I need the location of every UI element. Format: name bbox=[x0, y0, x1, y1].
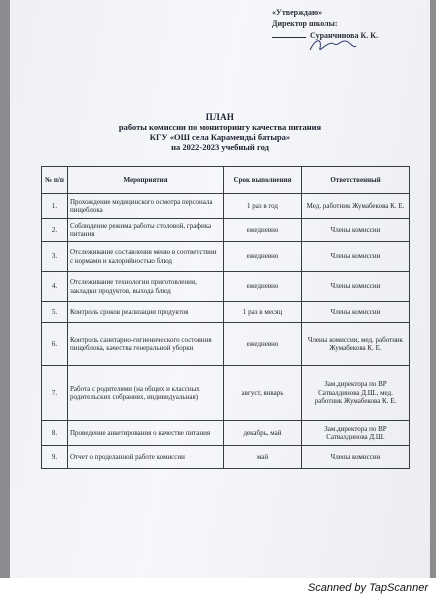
school-year: на 2022-2023 учебный год bbox=[171, 142, 269, 152]
table-row bbox=[42, 302, 410, 323]
row-num: 7. bbox=[42, 366, 68, 421]
header-num: № п/п bbox=[42, 167, 68, 194]
signature-blank bbox=[272, 29, 306, 38]
school-name: КГУ «ОШ села Карамендьі батыра» bbox=[149, 132, 291, 142]
row-responsible: Члены комиссии bbox=[302, 272, 410, 302]
row-num: 5. bbox=[42, 302, 68, 323]
row-activity: Контроль санитарно-гигиенического состояния пищеблока, качества генеральной уборки bbox=[68, 323, 224, 366]
table-header-row bbox=[42, 167, 410, 194]
header-responsible: Ответственный bbox=[302, 167, 410, 194]
row-responsible: Члены комиссии, мед. работник Жумабекова К. Е. bbox=[302, 323, 410, 366]
plan-table bbox=[41, 166, 410, 469]
scanner-footer bbox=[0, 578, 436, 600]
handwritten-signature bbox=[308, 34, 358, 56]
row-responsible: Члены комиссии bbox=[302, 242, 410, 272]
row-responsible: Мед. работник Жумабекова К. Е. bbox=[302, 194, 410, 219]
row-activity: Отслеживание составления меню в соответствии с нормами и калорийностью блюд bbox=[68, 242, 224, 272]
document-page bbox=[10, 0, 430, 578]
document-subtitle: работы комиссии по мониторингу качества питания bbox=[118, 122, 322, 132]
document-header bbox=[30, 112, 410, 152]
row-term: май bbox=[224, 446, 302, 469]
table-row bbox=[42, 194, 410, 219]
table-row bbox=[42, 219, 410, 242]
row-activity: Контроль сроков реализации продуктов bbox=[68, 302, 224, 323]
row-term: ежедневно bbox=[224, 323, 302, 366]
row-num: 6. bbox=[42, 323, 68, 366]
approval-director-name: Суранчинова К. К. bbox=[310, 31, 379, 40]
row-responsible: Члены комиссии bbox=[302, 219, 410, 242]
header-activity: Мероприятия bbox=[68, 167, 224, 194]
row-activity: Отслеживание технологии приготовления, закладки продуктов, выхода блюд bbox=[68, 272, 224, 302]
row-term: 1 раз в месяц bbox=[224, 302, 302, 323]
row-term: ежедневно bbox=[224, 219, 302, 242]
row-num: 9. bbox=[42, 446, 68, 469]
approval-position: Директор школы: bbox=[272, 18, 338, 28]
row-term: ежедневно bbox=[224, 242, 302, 272]
row-activity: Отчет о проделанной работе комиссии bbox=[68, 446, 224, 469]
row-term: 1 раз в год bbox=[224, 194, 302, 219]
row-num: 8. bbox=[42, 421, 68, 446]
row-num: 4. bbox=[42, 272, 68, 302]
row-responsible: Члены комиссии bbox=[302, 446, 410, 469]
approval-heading: «Утверждаю» bbox=[272, 8, 323, 17]
row-responsible: Зам.директора по ВР Сатвалдинова Д.Ш. bbox=[302, 421, 410, 446]
row-activity: Работа с родителями (на общих и классных родительских собраниях, индивидуальная) bbox=[68, 366, 224, 421]
table-row bbox=[42, 242, 410, 272]
document-title: ПЛАН bbox=[205, 112, 235, 122]
table-row bbox=[42, 272, 410, 302]
table-row bbox=[42, 421, 410, 446]
row-activity: Проведение анкетирования о качестве питания bbox=[68, 421, 224, 446]
row-term: ежедневно bbox=[224, 272, 302, 302]
table-row bbox=[42, 366, 410, 421]
row-term: август, январь bbox=[224, 366, 302, 421]
scanner-label: Scanned by TapScanner bbox=[307, 582, 428, 594]
row-num: 1. bbox=[42, 194, 68, 219]
row-activity: Соблюдение режима работы столовой, графика питания bbox=[68, 219, 224, 242]
table-row bbox=[42, 446, 410, 469]
row-num: 2. bbox=[42, 219, 68, 242]
row-activity: Прохождение медицинского осмотра персонала пищеблока bbox=[68, 194, 224, 219]
row-term: декабрь, май bbox=[224, 421, 302, 446]
row-responsible: Зам.директора по ВР Сатвалдинова Д.Ш., мед. работник Жумабекова К. Е. bbox=[302, 366, 410, 421]
row-num: 3. bbox=[42, 242, 68, 272]
row-responsible: Члены комиссии bbox=[302, 302, 410, 323]
header-term: Срок выполнения bbox=[224, 167, 302, 194]
table-row bbox=[42, 323, 410, 366]
